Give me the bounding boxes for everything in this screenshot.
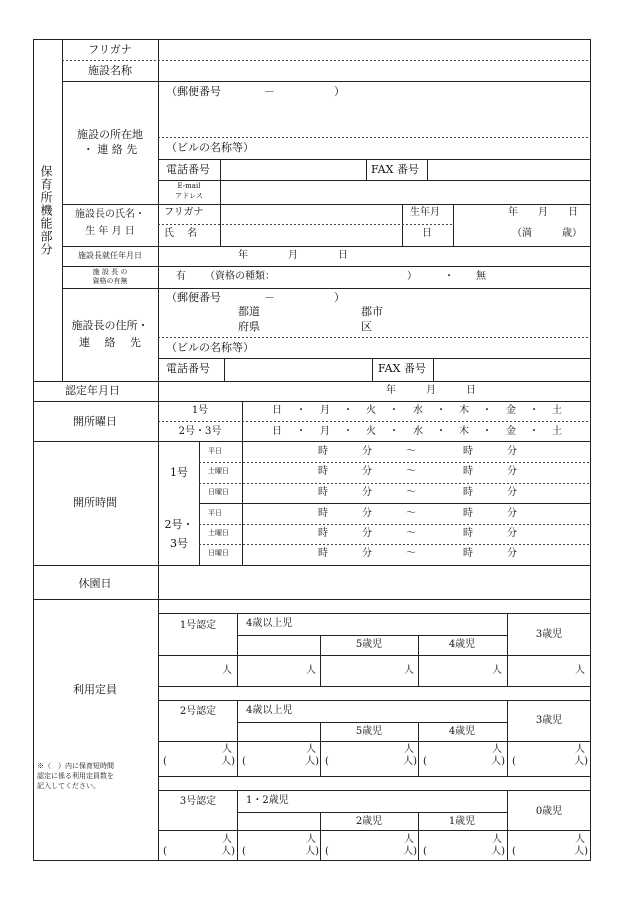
capacity-g3-paren-open: ( xyxy=(512,846,516,857)
capacity-g3-paren-nin[interactable]: 人) xyxy=(574,846,588,857)
capacity-g2-paren-open: ( xyxy=(423,756,427,767)
open-hours-fun: 分 xyxy=(362,548,372,559)
director-birth-label-2: 日 xyxy=(422,228,432,239)
director-qual-close: ） xyxy=(407,271,417,282)
capacity-g2-nin[interactable]: 人 xyxy=(222,744,232,755)
director-fax-label: FAX 番号 xyxy=(378,362,426,375)
facility-email-label-2: アドレス xyxy=(175,192,203,200)
capacity-g3-paren-nin[interactable]: 人) xyxy=(491,846,505,857)
certified-date-label: 認定年月日 xyxy=(65,384,120,397)
open-day-1-2[interactable]: 火 xyxy=(366,405,376,416)
open-hours-tilde: ～ xyxy=(406,548,416,559)
open-day-sep: ・ xyxy=(529,426,539,437)
capacity-g2-top: 4歳以上児 xyxy=(246,705,293,716)
capacity-g2-nin[interactable]: 人 xyxy=(492,744,502,755)
director-shimei-label: 氏 名 xyxy=(164,228,198,239)
capacity-g3-nin[interactable]: 人 xyxy=(575,834,585,845)
capacity-label: 利用定員 xyxy=(73,683,117,696)
capacity-g2-paren-nin[interactable]: 人) xyxy=(403,756,417,767)
capacity-g2-label: 2号認定 xyxy=(179,706,217,717)
capacity-g2-paren-open: ( xyxy=(242,756,246,767)
director-birth-label: 生 年 月 日 xyxy=(85,226,135,237)
capacity-g2-paren-open: ( xyxy=(512,756,516,767)
capacity-g3-paren-nin[interactable]: 人) xyxy=(403,846,417,857)
open-hours-day-label: 日曜日 xyxy=(208,549,229,557)
capacity-g1-nin[interactable]: 人 xyxy=(306,665,316,676)
capacity-g1-label: 1号認定 xyxy=(179,620,217,631)
section-label: 保育所機能部分 xyxy=(39,165,53,256)
open-hours-ji: 時 xyxy=(463,548,473,559)
open-hours-fun: 分 xyxy=(362,487,372,498)
capacity-note-3: 記入してください。 xyxy=(37,782,100,790)
capacity-g1-right: 3歳児 xyxy=(535,629,563,640)
capacity-g2-paren-open: ( xyxy=(325,756,329,767)
open-days-type-2: 2号・3号 xyxy=(178,426,222,437)
open-hours-day-label: 日曜日 xyxy=(208,488,229,496)
facility-email-label: E-mail xyxy=(177,182,201,190)
open-day-1-6[interactable]: 土 xyxy=(552,405,562,416)
capacity-g3-nin[interactable]: 人 xyxy=(404,834,414,845)
open-day-2-1[interactable]: 月 xyxy=(320,426,330,437)
open-day-sep: ・ xyxy=(296,405,306,416)
open-hours-ji: 時 xyxy=(318,528,328,539)
capacity-g1-nin[interactable]: 人 xyxy=(575,665,585,676)
open-hours-fun: 分 xyxy=(507,446,517,457)
capacity-g3-sub1: 2歳児 xyxy=(355,816,383,827)
capacity-g3-sub2: 1歳児 xyxy=(448,816,476,827)
capacity-g1-sub2: 4歳児 xyxy=(448,639,476,650)
open-day-sep: ・ xyxy=(482,405,492,416)
open-hours-day-label: 平日 xyxy=(208,509,222,517)
capacity-g1-nin[interactable]: 人 xyxy=(222,665,232,676)
facility-fax-label: FAX 番号 xyxy=(371,163,419,176)
open-hours-fun: 分 xyxy=(507,548,517,559)
capacity-g3-top: 1・2歳児 xyxy=(246,795,289,806)
open-hours-ji: 時 xyxy=(318,446,328,457)
open-day-1-3[interactable]: 水 xyxy=(413,405,423,416)
facility-address-label: 施設の所在地 xyxy=(77,128,143,141)
facility-postal-close: ） xyxy=(334,85,345,98)
open-hours-tilde: ～ xyxy=(406,487,416,498)
open-hours-day-label: 土曜日 xyxy=(208,467,229,475)
open-hours-fun: 分 xyxy=(507,528,517,539)
open-hours-day-label: 平日 xyxy=(208,447,222,455)
director-appointed-ymd: 年 月 日 xyxy=(238,250,348,261)
capacity-g3-nin[interactable]: 人 xyxy=(492,834,502,845)
open-day-1-4[interactable]: 木 xyxy=(459,405,469,416)
holiday-field[interactable] xyxy=(159,566,590,599)
capacity-g2-paren-nin[interactable]: 人) xyxy=(305,756,319,767)
director-qual-no[interactable]: 無 xyxy=(476,271,486,282)
open-hours-day-label: 土曜日 xyxy=(208,529,229,537)
open-day-sep: ・ xyxy=(296,426,306,437)
capacity-g3-label: 3号認定 xyxy=(179,796,217,807)
director-name-field[interactable] xyxy=(221,225,402,246)
facility-name-label: 施設名称 xyxy=(88,64,132,77)
director-fax-field[interactable] xyxy=(434,359,590,381)
director-postal-label: （郵便番号 xyxy=(166,291,221,304)
open-day-sep: ・ xyxy=(436,405,446,416)
open-hours-label: 開所時間 xyxy=(73,496,117,509)
open-hours-ji: 時 xyxy=(463,466,473,477)
open-day-sep: ・ xyxy=(389,405,399,416)
capacity-g3-paren-nin[interactable]: 人) xyxy=(305,846,319,857)
capacity-g1-nin[interactable]: 人 xyxy=(492,665,502,676)
director-birth-label-1: 生年月 xyxy=(410,207,440,218)
facility-furigana-label: フリガナ xyxy=(88,43,132,56)
director-furigana-label: フリガナ xyxy=(164,207,204,218)
capacity-g3-paren-open: ( xyxy=(325,846,329,857)
director-contact-label: 連 絡 先 xyxy=(79,336,141,349)
director-appointed-label: 施設長就任年月日 xyxy=(78,251,142,260)
capacity-note-1: ※（ ）内に保育短時間 xyxy=(37,762,114,770)
capacity-g3-right: 0歳児 xyxy=(535,806,563,817)
open-hours-group-2b: 3号 xyxy=(170,537,188,550)
facility-email-field[interactable] xyxy=(221,181,590,204)
open-hours-ji: 時 xyxy=(318,466,328,477)
director-tel-field[interactable] xyxy=(225,359,372,381)
facility-name-field[interactable] xyxy=(159,61,590,81)
director-city-1: 郡市 xyxy=(361,305,383,318)
capacity-g3-paren-open: ( xyxy=(163,846,167,857)
director-tel-label: 電話番号 xyxy=(166,362,210,375)
director-address-label: 施設長の住所・ xyxy=(71,319,149,332)
facility-tel-label: 電話番号 xyxy=(166,163,210,176)
open-hours-ji: 時 xyxy=(318,548,328,559)
open-hours-ji: 時 xyxy=(318,487,328,498)
capacity-g2-nin[interactable]: 人 xyxy=(404,744,414,755)
open-hours-fun: 分 xyxy=(362,466,372,477)
capacity-g2-sub2: 4歳児 xyxy=(448,726,476,737)
director-birth-ymd: 年 月 日 xyxy=(508,207,578,218)
open-day-2-4[interactable]: 木 xyxy=(459,426,469,437)
capacity-g3-paren-nin[interactable]: 人) xyxy=(221,846,235,857)
open-hours-fun: 分 xyxy=(362,528,372,539)
open-day-sep: ・ xyxy=(343,426,353,437)
director-qual-kind: （資格の種類： xyxy=(205,271,275,282)
open-days-type-1: 1号 xyxy=(191,405,209,416)
capacity-g1-top: 4歳以上児 xyxy=(246,618,293,629)
capacity-g2-nin[interactable]: 人 xyxy=(306,744,316,755)
open-day-1-5[interactable]: 金 xyxy=(506,405,516,416)
facility-address-field[interactable] xyxy=(159,82,590,137)
capacity-g2-paren-nin[interactable]: 人) xyxy=(491,756,505,767)
open-hours-fun: 分 xyxy=(362,508,372,519)
holiday-label: 休園日 xyxy=(78,577,112,590)
open-day-2-0[interactable]: 日 xyxy=(272,426,282,437)
capacity-note-2: 認定に係る利用定員数を xyxy=(37,772,114,780)
open-hours-fun: 分 xyxy=(362,446,372,457)
director-qual-dot: ・ xyxy=(444,271,454,282)
open-hours-group-1: 1号 xyxy=(170,466,188,479)
open-hours-ji: 時 xyxy=(463,446,473,457)
director-address-field[interactable] xyxy=(159,289,590,337)
facility-building-label: （ビルの名称等） xyxy=(166,141,254,154)
open-day-sep: ・ xyxy=(482,426,492,437)
capacity-g2-paren-nin[interactable]: 人) xyxy=(574,756,588,767)
open-day-2-2[interactable]: 火 xyxy=(366,426,376,437)
capacity-g2-paren-open: ( xyxy=(163,756,167,767)
facility-contact-label: ・ 連 絡 先 xyxy=(82,143,138,156)
open-hours-fun: 分 xyxy=(507,487,517,498)
facility-postal-dash: － xyxy=(264,85,275,98)
open-hours-tilde: ～ xyxy=(406,508,416,519)
capacity-g2-sub1: 5歳児 xyxy=(355,726,383,737)
director-building-label: （ビルの名称等） xyxy=(166,341,254,354)
open-hours-ji: 時 xyxy=(318,508,328,519)
open-day-1-0[interactable]: 日 xyxy=(272,405,282,416)
capacity-g3-nin[interactable]: 人 xyxy=(222,834,232,845)
open-hours-ji: 時 xyxy=(463,487,473,498)
capacity-g1-sub1: 5歳児 xyxy=(355,639,383,650)
open-hours-tilde: ～ xyxy=(406,446,416,457)
capacity-g2-paren-nin[interactable]: 人) xyxy=(221,756,235,767)
capacity-g1-nin[interactable]: 人 xyxy=(404,665,414,676)
open-day-sep: ・ xyxy=(436,426,446,437)
open-day-sep: ・ xyxy=(343,405,353,416)
capacity-g2-right: 3歳児 xyxy=(535,715,563,726)
facility-tel-field[interactable] xyxy=(221,160,366,180)
director-furigana-field[interactable] xyxy=(221,205,402,224)
director-pref-1: 都道 xyxy=(238,305,260,318)
facility-furigana-field[interactable] xyxy=(159,40,590,60)
certified-date-ymd: 年 月 日 xyxy=(386,385,476,396)
director-qual-label-2: 資格の有無 xyxy=(92,277,128,285)
open-hours-ji: 時 xyxy=(463,528,473,539)
open-day-sep: ・ xyxy=(529,405,539,416)
facility-fax-field[interactable] xyxy=(428,160,590,180)
director-postal-dash: － xyxy=(264,291,275,304)
open-day-1-1[interactable]: 月 xyxy=(320,405,330,416)
open-hours-fun: 分 xyxy=(507,508,517,519)
open-hours-tilde: ～ xyxy=(406,466,416,477)
open-hours-group-2: 2号・ xyxy=(164,518,194,531)
open-days-label: 開所曜日 xyxy=(73,415,117,428)
director-name-label: 施設長の氏名・ xyxy=(75,209,145,220)
director-qual-yes[interactable]: 有 xyxy=(176,271,186,282)
capacity-g2-nin[interactable]: 人 xyxy=(575,744,585,755)
open-hours-tilde: ～ xyxy=(406,528,416,539)
open-day-2-6[interactable]: 土 xyxy=(552,426,562,437)
director-postal-close: ） xyxy=(334,291,345,304)
capacity-g3-paren-open: ( xyxy=(423,846,427,857)
director-city-2: 区 xyxy=(361,320,372,333)
facility-postal-label: （郵便番号 xyxy=(166,85,221,98)
director-pref-2: 府県 xyxy=(238,320,260,333)
director-qual-label: 施 設 長 の xyxy=(92,268,128,276)
open-day-sep: ・ xyxy=(389,426,399,437)
open-day-2-5[interactable]: 金 xyxy=(506,426,516,437)
capacity-g3-nin[interactable]: 人 xyxy=(306,834,316,845)
open-day-2-3[interactable]: 水 xyxy=(413,426,423,437)
open-hours-ji: 時 xyxy=(463,508,473,519)
director-age: （満 歳） xyxy=(512,228,582,239)
capacity-g3-paren-open: ( xyxy=(242,846,246,857)
open-hours-fun: 分 xyxy=(507,466,517,477)
